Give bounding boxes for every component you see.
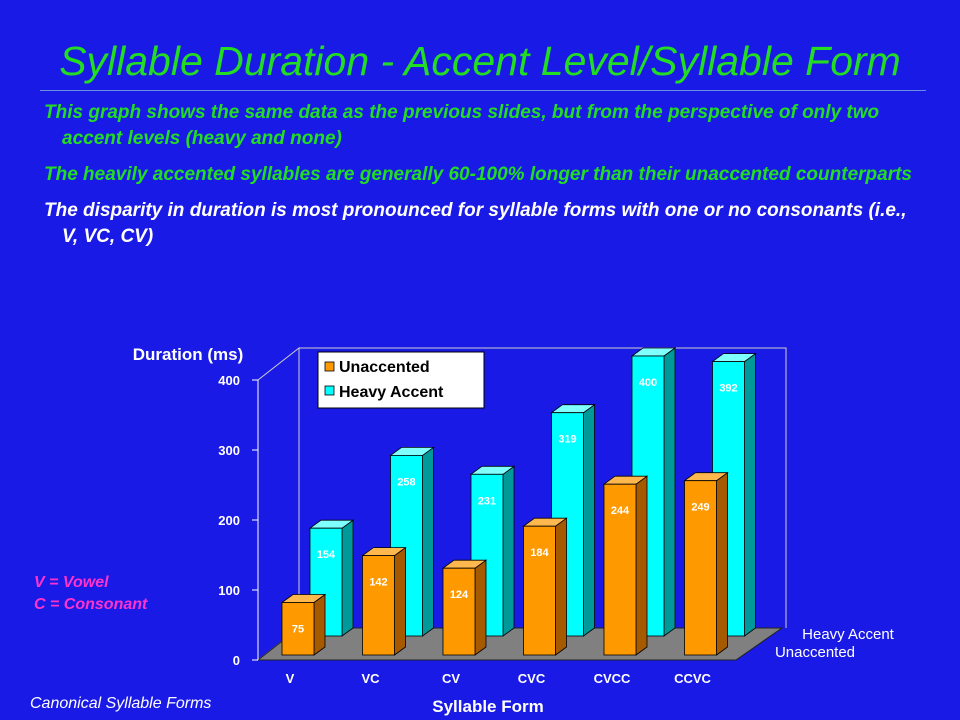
bullet-2: The heavily accented syllables are generally 60-100% longer than their unaccented counterparts — [44, 164, 912, 185]
x-tick-label: CVCC — [593, 671, 631, 686]
depth-label-unaccented: Unaccented — [774, 644, 856, 661]
note-vowel: V = Vowel — [34, 574, 109, 591]
unaccented-bar-side — [475, 560, 486, 655]
unaccented-bar-value-label: 142 — [369, 576, 388, 589]
bullet-1: This graph shows the same data as the previous slides, but from the perspective of only two accent levels (heavy and none) — [44, 102, 880, 149]
heavy-accent-bar-side — [423, 447, 434, 636]
heavy-accent-bar-value-label: 392 — [719, 382, 738, 395]
heavy-accent-bar-value-label: 154 — [316, 549, 336, 562]
x-tick-label: CV — [441, 671, 461, 686]
unaccented-bar-side — [717, 473, 728, 655]
slide-title: Syllable Duration - Accent Level/Syllable Form — [59, 38, 901, 84]
unaccented-bar-value-label: 75 — [291, 623, 305, 636]
heavy-accent-bar-side — [342, 520, 353, 636]
y-axis-title: Duration (ms) — [132, 345, 244, 364]
heavy-accent-bar-side — [584, 405, 595, 636]
y-tick-label: 0 — [232, 653, 240, 668]
x-tick-label: CVC — [517, 671, 546, 686]
x-axis-title: Syllable Form — [432, 697, 544, 716]
depth-label-heavy: Heavy Accent — [802, 626, 894, 643]
legend-label-heavy: Heavy Accent — [339, 384, 444, 401]
unaccented-bar — [443, 568, 475, 655]
abbreviation-note — [34, 572, 147, 616]
legend-label-unaccented: Unaccented — [339, 359, 430, 376]
unaccented-bar-value-label: 249 — [691, 501, 710, 514]
y-tick-label: 100 — [218, 583, 240, 598]
legend-swatch-unaccented — [325, 362, 334, 371]
y-tick-label: 300 — [218, 443, 240, 458]
unaccented-bar — [524, 526, 556, 655]
unaccented-bar — [363, 556, 395, 655]
heavy-accent-bar-value-label: 319 — [558, 433, 577, 446]
x-tick-label: CCVC — [674, 671, 711, 686]
heavy-accent-bar-side — [664, 348, 675, 636]
unaccented-bar-side — [314, 595, 325, 656]
unaccented-bar-side — [636, 476, 647, 655]
heavy-accent-bar-side — [745, 354, 756, 636]
legend-swatch-heavy — [325, 386, 334, 395]
unaccented-bar-value-label: 244 — [610, 505, 630, 518]
x-tick-label: V — [285, 671, 295, 686]
unaccented-bar-value-label: 124 — [449, 589, 469, 602]
y-tick-label: 400 — [218, 373, 240, 388]
heavy-accent-bar-value-label: 258 — [397, 476, 416, 489]
heavy-accent-bar-value-label: 400 — [638, 377, 658, 389]
heavy-accent-bar-value-label: 231 — [477, 495, 497, 508]
unaccented-bar-value-label: 184 — [530, 547, 549, 560]
note-consonant: C = Consonant — [34, 596, 148, 613]
footer-caption: Canonical Syllable Forms — [30, 695, 212, 712]
heavy-accent-bar-side — [503, 466, 514, 636]
x-tick-label: VC — [361, 671, 380, 686]
bullet-3: The disparity in duration is most pronounced for syllable forms with one or no consonants (i.e., V, VC, CV) — [44, 200, 907, 247]
unaccented-bar-side — [395, 548, 406, 655]
y-tick-label: 200 — [218, 513, 240, 528]
unaccented-bar-side — [556, 518, 567, 655]
